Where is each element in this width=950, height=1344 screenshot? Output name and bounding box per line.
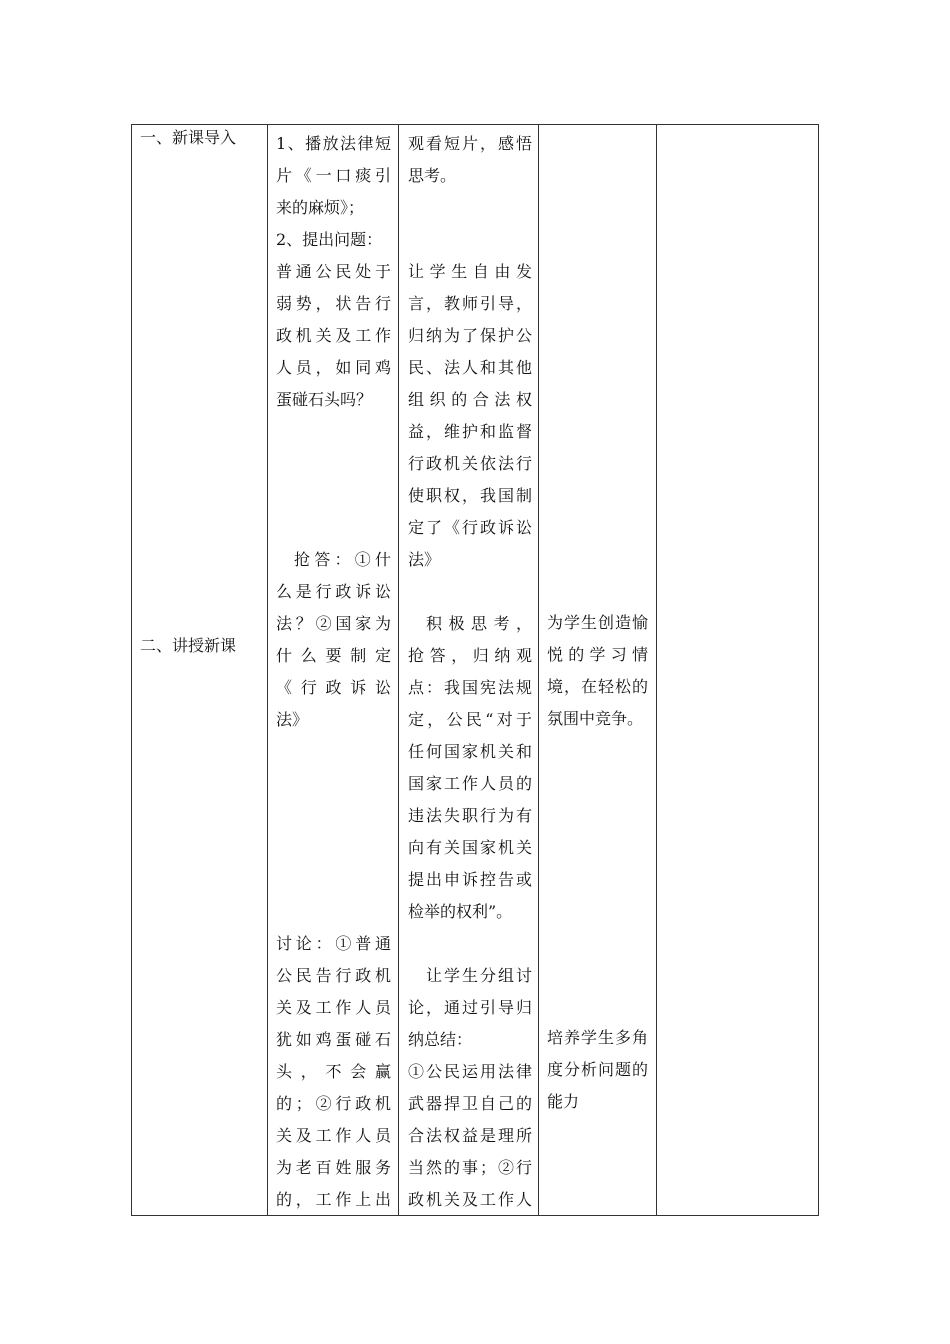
- text-line: 抢答，归纳观: [408, 646, 532, 665]
- text-line: 定了《行政诉讼: [408, 518, 532, 537]
- column-divider: [656, 125, 657, 1215]
- text-line: 违法失职行为有: [408, 806, 532, 825]
- text-line: 国家工作人员的: [408, 774, 532, 793]
- text-line: [408, 928, 532, 960]
- text-line: 政机关及工作人: [408, 1190, 532, 1209]
- column-divider: [538, 125, 539, 1215]
- text-line: 公民告行政机: [276, 966, 391, 985]
- text-line: [408, 224, 532, 256]
- text-line: 的；②行政机: [276, 1094, 391, 1113]
- text-line: 定，公民“对于: [408, 710, 532, 729]
- text-line: [276, 736, 391, 768]
- text-line: 的，工作上出: [276, 1190, 391, 1209]
- text-line: 普通公民处于: [276, 262, 391, 281]
- teacher-activity-column: [276, 128, 391, 1216]
- text-line: 归纳为了保护公: [408, 326, 532, 345]
- text-line: 来的麻烦》；: [276, 198, 365, 217]
- text-line: 关及工作人员: [276, 998, 391, 1017]
- text-line: [276, 896, 391, 928]
- column-divider: [267, 125, 268, 1215]
- text-line: 头，不会赢: [276, 1062, 391, 1081]
- text-line: 点：我国宪法规: [408, 678, 532, 697]
- text-line: 讨论：①普通: [276, 934, 391, 953]
- text-line: [276, 768, 391, 800]
- text-line: [276, 832, 391, 864]
- text-line: 任何国家机关和: [408, 742, 532, 761]
- student-activity-column: [408, 128, 532, 1216]
- text-line: 么是行政诉讼: [276, 582, 391, 601]
- text-line: 法》: [276, 710, 309, 729]
- text-line: 行政机关依法行: [408, 454, 532, 473]
- text-line: [276, 512, 391, 544]
- text-line: 向有关国家机关: [408, 838, 532, 857]
- text-line: [276, 416, 391, 448]
- text-line: 什么要制定: [276, 646, 391, 665]
- purpose-block-2: 培养学生多角 度分析问题的 能力: [547, 1028, 648, 1111]
- text-line: 积极思考，: [426, 614, 532, 633]
- text-line: 法》: [408, 550, 441, 569]
- purpose-block-1: 为学生创造愉 悦的学习情 境，在轻松的 氛围中竞争。: [547, 613, 648, 728]
- text-line: 政机关及工作: [276, 326, 391, 345]
- stage-intro: 一、新课导入: [140, 128, 237, 147]
- text-line: 言，教师引导，: [408, 294, 532, 313]
- text-line: 合法权益是理所: [408, 1126, 532, 1145]
- text-line: 使职权，我国制: [408, 486, 532, 505]
- text-line: [276, 480, 391, 512]
- text-line: 让学生自由发: [408, 262, 532, 281]
- text-line: 为老百姓服务: [276, 1158, 391, 1177]
- text-line: 抢答：①什: [294, 550, 391, 569]
- text-line: [276, 448, 391, 480]
- text-line: 当然的事；②行: [408, 1158, 532, 1177]
- text-line: 弱势，状告行: [276, 294, 391, 313]
- text-line: 关及工作人员: [276, 1126, 391, 1145]
- text-line: 观看短片，感悟: [408, 134, 532, 153]
- text-line: [408, 192, 532, 224]
- text-line: [276, 800, 391, 832]
- text-line: 人员，如同鸡: [276, 358, 391, 377]
- text-line: 2、提出问题：: [276, 230, 383, 249]
- text-line: ①公民运用法律: [408, 1062, 532, 1081]
- text-line: 论，通过引导归: [408, 998, 532, 1017]
- text-line: [276, 864, 391, 896]
- text-line: 益，维护和监督: [408, 422, 532, 441]
- text-line: 组织的合法权: [408, 390, 532, 409]
- text-line: 《行政诉讼: [276, 678, 391, 697]
- text-line: 让学生分组讨: [426, 966, 532, 985]
- text-line: 思考。: [408, 166, 457, 185]
- text-line: 1、播放法律短: [276, 134, 391, 153]
- text-line: 检举的权利”。: [408, 902, 513, 921]
- text-line: 提出申诉控告或: [408, 870, 532, 889]
- text-line: 法？②国家为: [276, 614, 391, 633]
- column-divider: [398, 125, 399, 1215]
- text-line: 犹如鸡蛋碰石: [276, 1030, 391, 1049]
- text-line: 民、法人和其他: [408, 358, 532, 377]
- text-line: 蛋碰石头吗？: [276, 390, 373, 409]
- text-line: 武器捍卫自己的: [408, 1094, 532, 1113]
- text-line: 纳总结：: [408, 1030, 473, 1049]
- stage-teach: 二、讲授新课: [140, 636, 237, 655]
- text-line: 片《一口痰引: [276, 166, 391, 185]
- text-line: [408, 576, 532, 608]
